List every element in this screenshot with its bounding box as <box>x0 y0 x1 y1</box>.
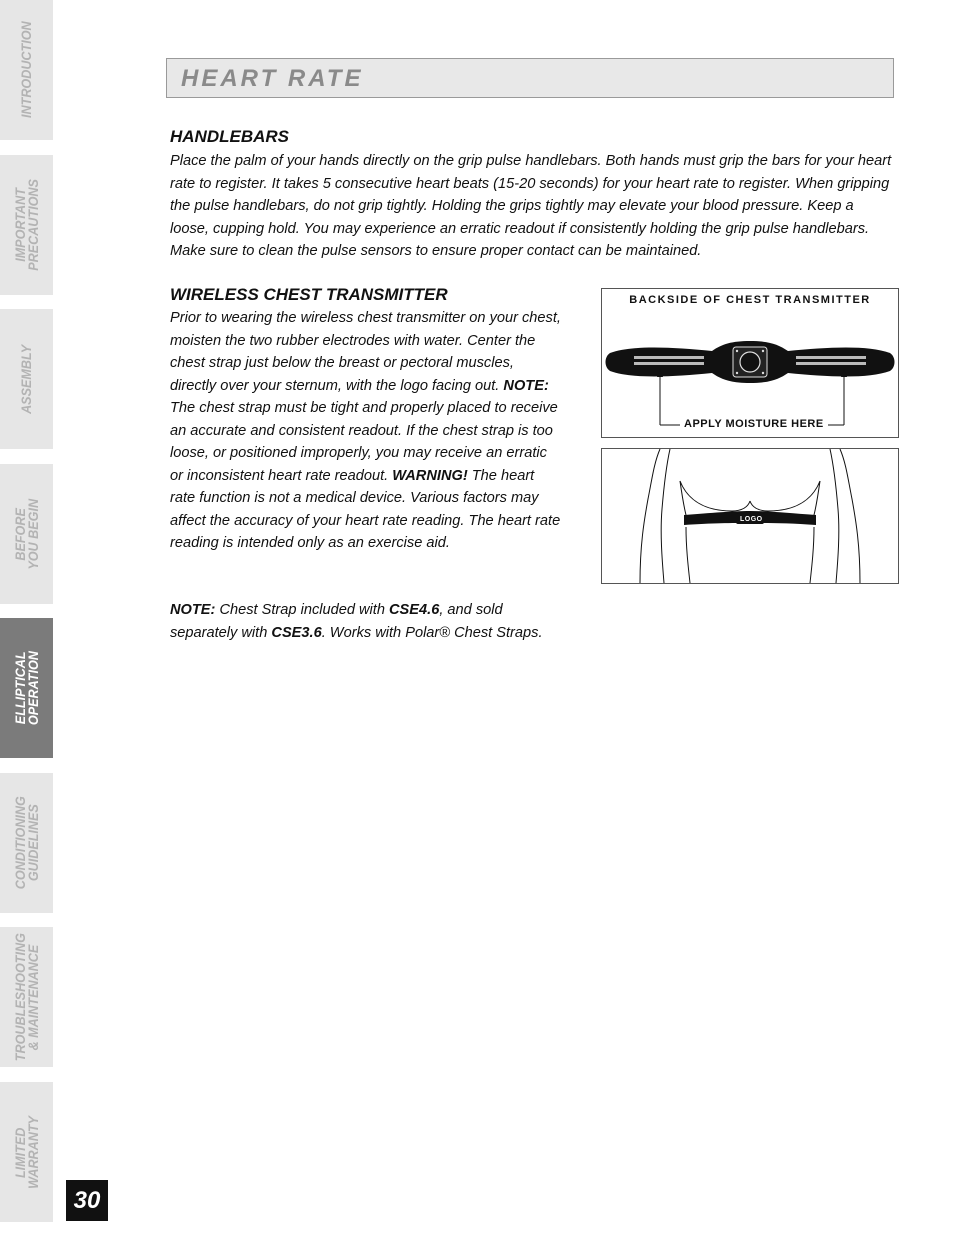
warning-label: WARNING! <box>392 467 468 484</box>
chest-transmitter-heading: WIRELESS CHEST TRANSMITTER <box>170 285 448 304</box>
tab-before-you-begin[interactable] <box>0 464 53 604</box>
strap-note-paragraph <box>170 599 562 644</box>
transmitter-backside-figure <box>601 288 899 438</box>
moisture-label: APPLY MOISTURE HERE <box>680 418 828 430</box>
model-cse46: CSE4.6 <box>389 602 440 618</box>
tab-label: IMPORTANT PRECAUTIONS <box>11 179 41 271</box>
note2-text-c: . Works with Polar® Chest Straps. <box>321 624 543 641</box>
page-header <box>166 58 894 98</box>
handlebars-heading: HANDLEBARS <box>170 127 289 146</box>
tab-introduction[interactable] <box>0 0 53 140</box>
warning-text: The heart rate function is not a medical device. Various factors may affect the accuracy of your heart rate reading. The heart rate reading is intended only as an exercise aid. <box>170 467 561 551</box>
page-number: 30 <box>66 1180 108 1221</box>
note2-text-a: Chest Strap included with <box>219 602 385 618</box>
model-cse36: CSE3.6 <box>271 624 322 641</box>
note-text: The chest strap must be tight and properly placed to receive an accurate and consistent readout. If the chest strap is too loose, or positioned improperly, you may receive an erratic or inconsistent heart rate readout. <box>170 400 558 484</box>
note-label: NOTE: <box>503 377 549 394</box>
tab-label: TROUBLESHOOTING & MAINTENANCE <box>11 932 41 1062</box>
tab-assembly[interactable] <box>0 309 53 449</box>
tab-conditioning-guidelines[interactable] <box>0 773 53 913</box>
note2-label: NOTE: <box>170 602 216 618</box>
strap-worn-figure <box>601 448 899 584</box>
tab-important-precautions[interactable] <box>0 155 53 295</box>
tab-label: CONDITIONING GUIDELINES <box>11 796 41 890</box>
strap-logo-label: LOGO <box>740 516 763 523</box>
tab-label: BEFORE YOU BEGIN <box>11 498 41 570</box>
intro-text: Prior to wearing the wireless chest transmitter on your chest, moisten the two rubber electrodes with water. Center the chest strap just below the breast or pectoral muscles, directly over your sternum, with the logo facing out. <box>170 310 561 394</box>
handlebars-paragraph: Place the palm of your hands directly on the grip pulse handlebars. Both hands must grip the bars for your heart rate to register. It takes 5 consecutive heart beats (15-20 seconds) for your heart rate to register. When gripping the pulse handlebars, do not grip tightly. Holding the grips tightly may elevate your blood pressure. Keep a loose, cupping hold. You may experience an erratic readout if consistently holding the grip pulse handlebars. Make sure to clean the pulse sensors to ensure proper contact can be maintained. <box>170 153 892 259</box>
figure-caption: BACKSIDE OF CHEST TRANSMITTER <box>629 294 871 306</box>
tab-troubleshooting-maintenance[interactable] <box>0 927 53 1067</box>
side-navigation <box>0 0 53 1235</box>
tab-label: LIMITED WARRANTY <box>11 1115 41 1189</box>
tab-label: INTRODUCTION <box>18 21 34 119</box>
tab-limited-warranty[interactable] <box>0 1082 53 1222</box>
page-title: HEART RATE <box>181 65 364 92</box>
chest-transmitter-paragraph <box>170 307 562 555</box>
transmitter-illustration <box>602 289 898 437</box>
tab-elliptical-operation[interactable] <box>0 618 53 758</box>
tab-label: ELLIPTICAL OPERATION <box>11 651 41 725</box>
note2-text-b: , and sold separately with <box>170 602 503 641</box>
tab-label: ASSEMBLY <box>18 344 34 414</box>
